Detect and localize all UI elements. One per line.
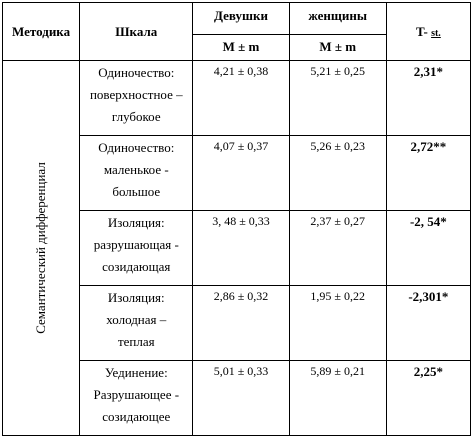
t-statistic-header — [386, 3, 470, 61]
scale-cell — [80, 361, 193, 436]
women-value-cell: 1,95 ± 0,22 — [289, 286, 386, 361]
t-value-cell: 2,72** — [386, 136, 470, 211]
women-value-cell: 5,89 ± 0,21 — [289, 361, 386, 436]
header-row-groups — [3, 3, 471, 35]
method-header: Методика — [3, 3, 80, 61]
scale-line: Изоляция: — [107, 215, 165, 230]
scale-line: холодная – — [106, 312, 167, 327]
girls-stat-header: M ± m — [193, 35, 289, 61]
results-table — [2, 2, 471, 436]
scale-line: маленькое - — [103, 162, 169, 177]
scale-line: созидающее — [102, 409, 171, 424]
women-header: женщины — [289, 3, 386, 35]
method-name: Семантический дифференциал — [33, 162, 49, 334]
women-value-cell: 5,21 ± 0,25 — [289, 61, 386, 136]
scale-line: теплая — [117, 334, 155, 349]
women-value-cell: 2,37 ± 0,27 — [289, 211, 386, 286]
scale-line: Уединение: — [104, 365, 168, 380]
scale-cell — [80, 286, 193, 361]
t-header-label: T- — [416, 23, 432, 39]
women-value-cell: 5,26 ± 0,23 — [289, 136, 386, 211]
scale-line: Одиночество: — [98, 65, 175, 80]
scale-line: Одиночество: — [98, 140, 175, 155]
scale-line: Изоляция: — [107, 290, 165, 305]
t-value-cell: 2,25* — [386, 361, 470, 436]
t-header-subscript: st. — [431, 27, 441, 39]
scale-cell — [80, 61, 193, 136]
scale-line: поверхностное – — [89, 87, 183, 102]
girls-value-cell: 4,07 ± 0,37 — [193, 136, 289, 211]
girls-header: Девушки — [193, 3, 289, 35]
girls-value-cell: 4,21 ± 0,38 — [193, 61, 289, 136]
scale-line: глубокое — [111, 109, 161, 124]
girls-value-cell: 3, 48 ± 0,33 — [193, 211, 289, 286]
t-value-cell: 2,31* — [386, 61, 470, 136]
scale-line: Разрушающее - — [93, 387, 180, 402]
scale-line: разрушающая - — [93, 237, 179, 252]
scale-line: большое — [112, 184, 161, 199]
scale-cell — [80, 211, 193, 286]
girls-value-cell: 2,86 ± 0,32 — [193, 286, 289, 361]
t-value-cell: -2, 54* — [386, 211, 470, 286]
t-value-cell: -2,301* — [386, 286, 470, 361]
scale-header: Шкала — [80, 3, 193, 61]
scale-line: созидающая — [102, 259, 171, 274]
women-stat-header: M ± m — [289, 35, 386, 61]
scale-cell — [80, 136, 193, 211]
method-cell — [3, 61, 80, 436]
girls-value-cell: 5,01 ± 0,33 — [193, 361, 289, 436]
table-body — [3, 61, 471, 436]
table-row — [3, 61, 471, 136]
